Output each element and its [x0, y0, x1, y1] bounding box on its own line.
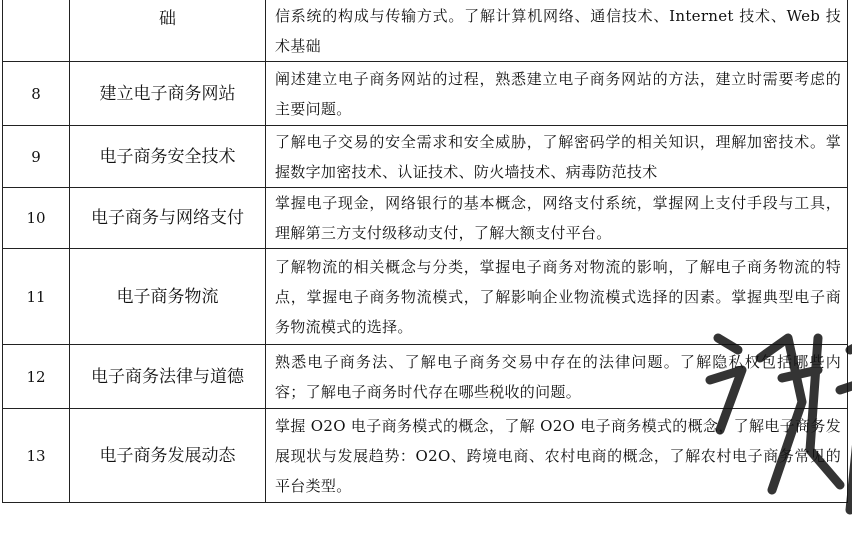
table-row: [3, 126, 848, 188]
table-body: [3, 0, 848, 503]
topic-name: 电子商务法律与道德: [70, 345, 266, 409]
topic-description: 阐述建立电子商务网站的过程，熟悉建立电子商务网站的方法，建立时需要考虑的主要问题。: [266, 62, 848, 126]
topic-description: 掌握电子现金，网络银行的基本概念，网络支付系统，掌握网上支付手段与工具，理解第三方支付级移动支付，了解大额支付平台。: [266, 188, 848, 249]
row-number: 10: [3, 188, 70, 249]
row-number: 13: [3, 409, 70, 503]
row-number: 11: [3, 249, 70, 345]
topic-name: 电子商务安全技术: [70, 126, 266, 188]
row-number: 9: [3, 126, 70, 188]
topic-name: 电子商务物流: [70, 249, 266, 345]
topic-name: 础: [70, 0, 266, 62]
topic-description: 信系统的构成与传输方式。了解计算机网络、通信技术、Internet 技术、Web 技术基础: [266, 0, 848, 62]
topic-name: 建立电子商务网站: [70, 62, 266, 126]
topic-name: 电子商务发展动态: [70, 409, 266, 503]
topic-description: 掌握 O2O 电子商务模式的概念，了解 O2O 电子商务模式的概念，了解电子商务发展现状与发展趋势：O2O、跨境电商、农村电商的概念，了解农村电子商务常见的平台类型。: [266, 409, 848, 503]
topic-description: 了解电子交易的安全需求和安全威胁，了解密码学的相关知识，理解加密技术。掌握数字加密技术、认证技术、防火墙技术、病毒防范技术: [266, 126, 848, 188]
topic-description: 了解物流的相关概念与分类，掌握电子商务对物流的影响，了解电子商务物流的特点，掌握电子商务物流模式，了解影响企业物流模式选择的因素。掌握典型电子商务物流模式的选择。: [266, 249, 848, 345]
table-row: [3, 188, 848, 249]
topic-name: 电子商务与网络支付: [70, 188, 266, 249]
table-row: [3, 409, 848, 503]
topic-description: 熟悉电子商务法、了解电子商务交易中存在的法律问题。了解隐私权包括哪些内容；了解电子商务时代存在哪些税收的问题。: [266, 345, 848, 409]
table-row: [3, 0, 848, 62]
row-number: 8: [3, 62, 70, 126]
syllabus-table-container: [2, 0, 848, 503]
syllabus-table: [2, 0, 848, 503]
row-number: 12: [3, 345, 70, 409]
table-row: [3, 345, 848, 409]
row-number: [3, 0, 70, 62]
table-row: [3, 249, 848, 345]
table-row: [3, 62, 848, 126]
